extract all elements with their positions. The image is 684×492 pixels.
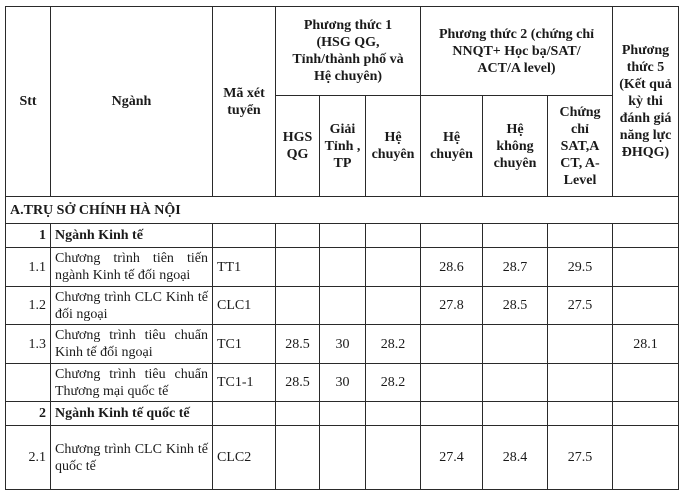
cell-p5	[613, 426, 679, 490]
cell-p1-chuyen	[366, 224, 421, 248]
cell-p5	[613, 224, 679, 248]
cell-nganh: Ngành Kinh tế	[51, 224, 213, 248]
cell-p2-chung-chi	[548, 364, 613, 402]
cell-p1-chuyen	[366, 248, 421, 287]
cell-p1-hgs	[276, 426, 320, 490]
cell-nganh: Chương trình CLC Kinh tế quốc tế	[51, 426, 213, 490]
cell-nganh: Chương trình tiên tiến ngành Kinh tế đối ngoại	[51, 248, 213, 287]
cell-p2-chuyen	[421, 224, 483, 248]
cell-stt: 1.1	[6, 248, 51, 287]
header-p2-he-chuyen: Hệ chuyên	[421, 96, 483, 197]
cell-p5	[613, 402, 679, 426]
cell-p5: 28.1	[613, 325, 679, 364]
table-row	[6, 224, 679, 248]
table-row	[6, 248, 679, 287]
cell-p1-giai	[320, 248, 366, 287]
cell-p1-giai	[320, 426, 366, 490]
cell-nganh: Chương trình tiêu chuẩn Thương mại quốc tế	[51, 364, 213, 402]
header-phuong-thuc-2: Phương thức 2 (chứng chỉ NNQT+ Học bạ/SAT/ ACT/A level)	[421, 7, 613, 96]
cell-stt: 1.3	[6, 325, 51, 364]
cell-ma: TC1-1	[213, 364, 276, 402]
cell-p1-giai: 30	[320, 364, 366, 402]
header-p2-he-khong-chuyen: Hệ không chuyên	[483, 96, 548, 197]
cell-ma	[213, 224, 276, 248]
cell-p5	[613, 248, 679, 287]
header-p1-hgs-qg: HGS QG	[276, 96, 320, 197]
header-phuong-thuc-1: Phương thức 1 (HSG QG, Tỉnh/thành phố và Hệ chuyên)	[276, 7, 421, 96]
cell-stt: 1	[6, 224, 51, 248]
cell-p1-chuyen	[366, 402, 421, 426]
cell-p2-khong-chuyen: 28.5	[483, 287, 548, 325]
cell-p2-chung-chi: 29.5	[548, 248, 613, 287]
table-row	[6, 325, 679, 364]
cell-p2-khong-chuyen	[483, 224, 548, 248]
table-row	[6, 426, 679, 490]
cell-p1-giai: 30	[320, 325, 366, 364]
cell-p5	[613, 364, 679, 402]
header-ma-xet-tuyen: Mã xét tuyển	[213, 7, 276, 197]
cell-p1-giai	[320, 224, 366, 248]
cell-p1-giai	[320, 402, 366, 426]
table-row	[6, 287, 679, 325]
cell-stt: 2	[6, 402, 51, 426]
cell-p2-chuyen: 28.6	[421, 248, 483, 287]
cell-p1-chuyen: 28.2	[366, 364, 421, 402]
cell-p2-khong-chuyen	[483, 402, 548, 426]
cell-p1-hgs: 28.5	[276, 364, 320, 402]
header-p1-he-chuyen: Hệ chuyên	[366, 96, 421, 197]
cell-p5	[613, 287, 679, 325]
cell-p2-chung-chi: 27.5	[548, 287, 613, 325]
cell-p2-chuyen: 27.4	[421, 426, 483, 490]
cell-nganh: Chương trình CLC Kinh tế đối ngoại	[51, 287, 213, 325]
cell-p1-hgs	[276, 248, 320, 287]
cell-p2-khong-chuyen: 28.7	[483, 248, 548, 287]
cell-ma: CLC1	[213, 287, 276, 325]
cell-stt: 1.2	[6, 287, 51, 325]
header-stt: Stt	[6, 7, 51, 197]
cell-p2-chuyen: 27.8	[421, 287, 483, 325]
cell-p1-giai	[320, 287, 366, 325]
cell-ma	[213, 402, 276, 426]
cell-ma: TC1	[213, 325, 276, 364]
cell-p2-khong-chuyen	[483, 325, 548, 364]
header-phuong-thuc-5: Phương thức 5 (Kết quả kỳ thi đánh giá năng lực ĐHQG)	[613, 7, 679, 197]
table-row	[6, 402, 679, 426]
cell-nganh: Chương trình tiêu chuẩn Kinh tế đối ngoại	[51, 325, 213, 364]
cell-p2-chung-chi	[548, 402, 613, 426]
cell-p1-hgs	[276, 287, 320, 325]
cell-p2-khong-chuyen	[483, 364, 548, 402]
header-p1-giai-tinh-tp: Giải Tỉnh , TP	[320, 96, 366, 197]
table-row	[6, 364, 679, 402]
cell-p2-chuyen	[421, 364, 483, 402]
cell-p2-chuyen	[421, 402, 483, 426]
cell-nganh: Ngành Kinh tế quốc tế	[51, 402, 213, 426]
cell-p1-chuyen	[366, 287, 421, 325]
header-p2-chung-chi: Chứng chỉ SAT,A CT, A-Level	[548, 96, 613, 197]
cell-p2-chuyen	[421, 325, 483, 364]
cell-p1-hgs	[276, 224, 320, 248]
cell-stt	[6, 364, 51, 402]
cell-p2-chung-chi	[548, 224, 613, 248]
admission-score-table	[5, 6, 679, 490]
cell-p1-hgs: 28.5	[276, 325, 320, 364]
cell-p2-chung-chi	[548, 325, 613, 364]
cell-ma: TT1	[213, 248, 276, 287]
section-title: A.TRỤ SỞ CHÍNH HÀ NỘI	[6, 197, 679, 224]
header-nganh: Ngành	[51, 7, 213, 197]
cell-stt: 2.1	[6, 426, 51, 490]
cell-ma: CLC2	[213, 426, 276, 490]
cell-p1-chuyen	[366, 426, 421, 490]
cell-p1-hgs	[276, 402, 320, 426]
cell-p2-khong-chuyen: 28.4	[483, 426, 548, 490]
cell-p1-chuyen: 28.2	[366, 325, 421, 364]
cell-p2-chung-chi: 27.5	[548, 426, 613, 490]
